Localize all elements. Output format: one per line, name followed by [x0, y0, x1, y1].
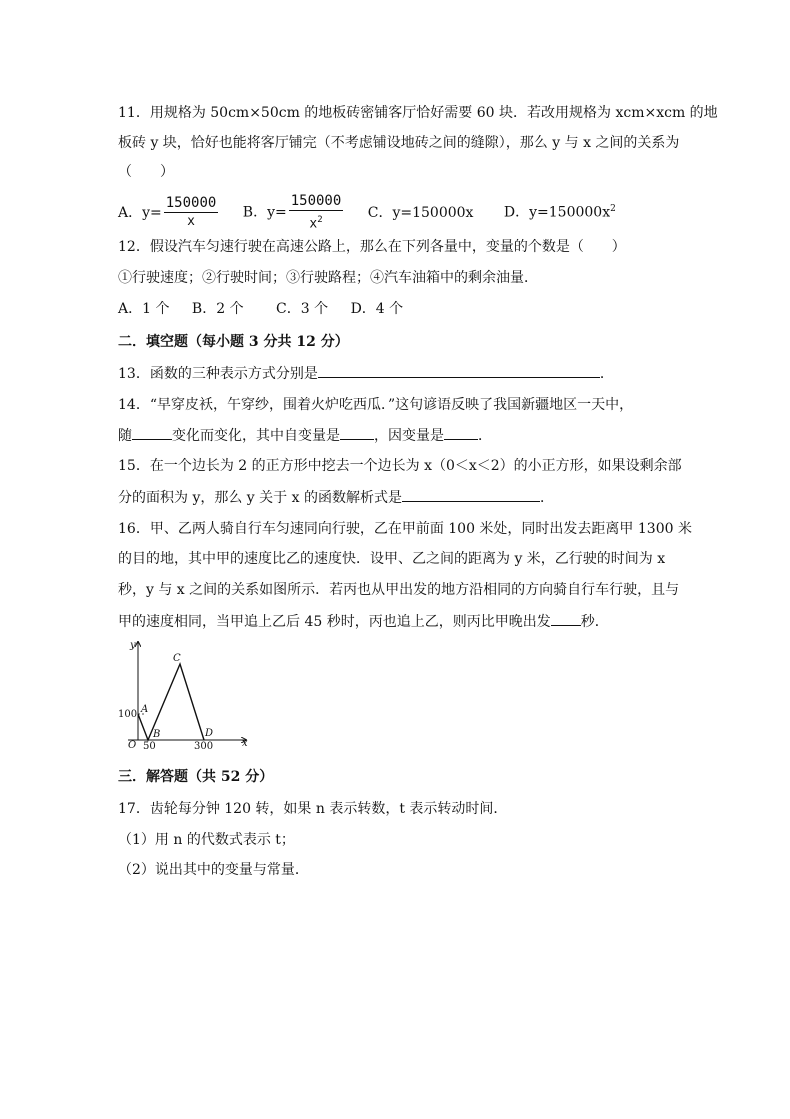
q17-line-1: 17．齿轮每分钟 120 转，如果 n 表示转数，t 表示转动时间．	[118, 801, 508, 817]
section-2-heading: 二．填空题（每小题 3 分共 12 分）	[118, 334, 349, 350]
q11-option-a-label: A．y=	[118, 204, 162, 221]
q11-option-b-label: B．y=	[242, 204, 287, 221]
graph-x-label: x	[242, 738, 248, 749]
graph-point-b: B	[153, 729, 161, 740]
q12-option-d: D．4 个	[350, 301, 404, 317]
q15-answer-blank[interactable]	[402, 487, 540, 502]
q14-blank-1[interactable]	[132, 425, 172, 440]
q13-line	[118, 363, 614, 384]
q16-line-2: 的目的地，其中甲的速度比乙的速度快．设甲、乙之间的距离为 y 米，乙行驶的时间为 x	[118, 551, 666, 567]
q15-line-2	[118, 487, 554, 508]
q11-option-b-numerator: 150000	[290, 192, 342, 209]
q11-option-b-fraction	[289, 193, 344, 232]
q11-line-3: （ ）	[118, 164, 174, 180]
q12-line-1: 12．假设汽车匀速行驶在高速公路上，那么在下列各量中，变量的个数是（ ）	[118, 239, 626, 255]
section-3-heading: 三．解答题（共 52 分）	[118, 769, 274, 785]
q11-option-a	[118, 194, 220, 232]
q13-end: ．	[599, 366, 614, 382]
q12-option-b: B．2 个	[191, 301, 244, 317]
q13-text: 13．函数的三种表示方式分别是	[118, 366, 318, 382]
q14-text-3: ，因变量是	[374, 428, 444, 444]
q12-options	[118, 299, 403, 319]
graph-point-c: C	[173, 653, 181, 664]
q11-option-b-exponent: 2	[317, 214, 323, 225]
q14-blank-2[interactable]	[340, 425, 374, 440]
q11-option-a-numerator: 150000	[165, 195, 217, 212]
graph-point-a: A	[141, 704, 149, 715]
q15-text: 分的面积为 y，那么 y 关于 x 的函数解析式是	[118, 490, 402, 506]
graph-point-d: D	[205, 728, 214, 739]
q16-line-4	[118, 611, 609, 632]
graph-50-label: 50	[143, 741, 156, 752]
q14-line-1: 14．“早穿皮袄，午穿纱，围着火炉吃西瓜．”这句谚语反映了我国新疆地区一天中，	[118, 397, 634, 413]
q17-part-2: （2）说出其中的变量与常量．	[118, 862, 309, 878]
graph-y-label: y	[130, 640, 136, 651]
q12-line-2: ①行驶速度；②行驶时间；③行驶路程；④汽车油箱中的剩余油量．	[118, 270, 538, 286]
q14-blank-3[interactable]	[444, 425, 478, 440]
q11-option-a-fraction	[164, 195, 219, 230]
q16-line-1: 16．甲、乙两人骑自行车匀速同向行驶，乙在甲前面 100 米处，同时出发去距离甲 1300 米	[118, 521, 692, 537]
q15-end: ．	[539, 490, 554, 506]
q11-option-c: C．y=150000x	[367, 204, 474, 221]
q11-options	[118, 190, 616, 232]
q15-line-1: 15．在一个边长为 2 的正方形中挖去一个边长为 x（0＜x＜2）的小正方形，如果设剩余部	[118, 458, 682, 474]
graph-origin-label: O	[128, 740, 137, 751]
graph-line	[138, 664, 204, 740]
q11-option-b	[243, 193, 346, 232]
q16-answer-blank[interactable]	[551, 611, 581, 626]
graph-300-label: 300	[194, 741, 214, 752]
q16-line-3: 秒，y 与 x 之间的关系如图所示．若丙也从甲出发的地方沿相同的方向骑自行车行驶，且与	[118, 582, 680, 598]
q16-end: 秒．	[580, 614, 609, 630]
q11-option-d-exponent: 2	[610, 204, 616, 214]
q12-option-a: A．1 个	[118, 301, 170, 317]
q14-text-4: ．	[478, 428, 492, 444]
q17-part-1: （1）用 n 的代数式表示 t；	[118, 832, 295, 848]
q14-text-1: 随	[118, 428, 132, 444]
q16-distance-time-graph	[118, 636, 253, 758]
q11-option-a-denominator: x	[187, 214, 195, 230]
q14-text-2: 变化而变化，其中自变量是	[172, 428, 340, 444]
q11-option-d-text: D．y=150000x	[503, 204, 611, 221]
q12-option-c: C．3 个	[276, 301, 329, 317]
q11-option-b-denominator: x	[309, 216, 318, 232]
q11-line-1: 11．用规格为 50cm×50cm 的地板砖密铺客厅恰好需要 60 块．若改用规格为 xcm×xcm 的地	[118, 105, 718, 121]
q11-option-d	[504, 190, 616, 232]
q13-answer-blank[interactable]	[318, 363, 600, 378]
q16-text: 甲的速度相同，当甲追上乙后 45 秒时，丙也追上乙，则丙比甲晚出发	[118, 614, 551, 630]
q11-line-2: 板砖 y 块，恰好也能将客厅铺完（不考虑铺设地砖之间的缝隙），那么 y 与 x 之间的关系为	[118, 135, 680, 151]
graph-100-label: 100	[118, 709, 138, 720]
q14-line-2	[118, 425, 492, 446]
